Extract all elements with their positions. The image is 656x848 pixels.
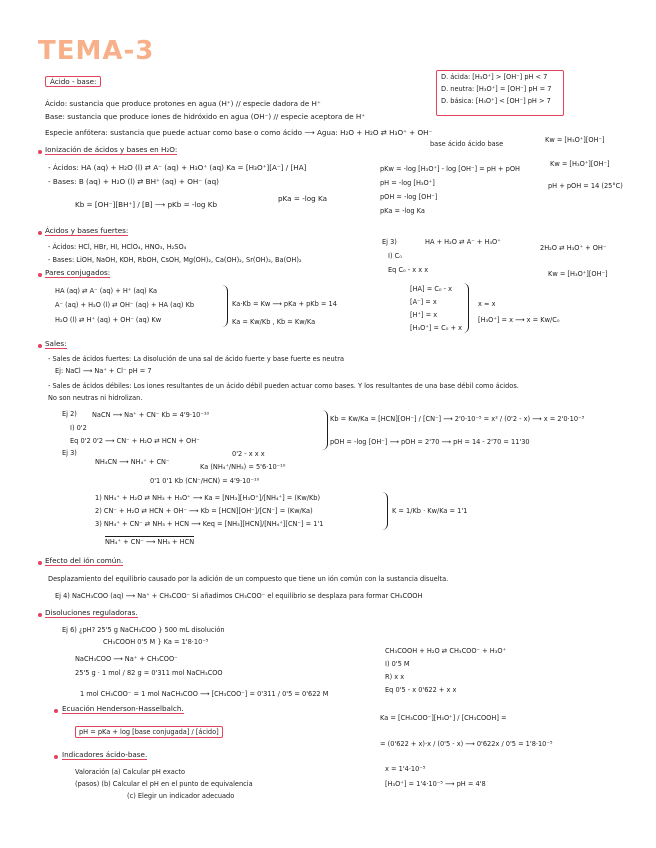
acido-base-heading: Ácido - base: bbox=[45, 76, 101, 87]
reaccion-sum: NH₄⁺ + CN⁻ ⟶ NH₃ + HCN bbox=[105, 538, 195, 546]
ej2-line-4: 0'2 - x x x bbox=[232, 450, 265, 458]
reg-line-3: NaCH₃COO ⟶ Na⁺ + CH₃COO⁻ bbox=[75, 655, 178, 663]
ej2-right-1: Kb = Kw/Ka = [HCN][OH⁻] / [CN⁻] ⟶ 2'0·10⁻⁵ = x² / (0'2 - x) ⟶ x = 2'0·10⁻³ bbox=[330, 415, 585, 423]
ionizacion-acidos: - Ácidos: HA (aq) + H₂O (l) ⇄ A⁻ (aq) + H₃O⁺ (aq) Ka = [H₃O⁺][A⁻] / [HA] bbox=[48, 163, 307, 172]
conj-right-1: Ka·Kb = Kw ⟶ pKa + pKb = 14 bbox=[232, 300, 337, 308]
fuertes-heading: Ácidos y bases fuertes: bbox=[45, 226, 129, 235]
sales-debiles: - Sales de ácidos débiles: Los iones resultantes de un ácido débil pueden actuar como bases. Y los resultantes de una base débil como ácidos. bbox=[48, 382, 519, 390]
acido-definition: Ácido: sustancia que produce protones en agua (H⁺) // especie dadora de H⁺ bbox=[45, 99, 321, 108]
ej3-line-3: Eq C₀ - x x x bbox=[388, 266, 429, 274]
ej3-label: Ej 3) bbox=[382, 238, 397, 246]
box-line-neutral: D. neutra: [H₃O⁺] = [OH⁻] pH = 7 bbox=[441, 85, 552, 93]
ej3-line-5: [A⁻] = x bbox=[410, 298, 437, 306]
henderson-equation: pH = pKa + log [base conjugada] / [ácido] bbox=[75, 726, 223, 738]
conj-line-1: HA (aq) ⇄ A⁻ (aq) + H⁺ (aq) Ka bbox=[55, 287, 158, 295]
conjugados-heading: Pares conjugados: bbox=[45, 268, 111, 277]
sales-ej: Ej: NaCl ⟶ Na⁺ + Cl⁻ pH = 7 bbox=[55, 367, 152, 375]
ej3-kw: Kw = [H₃O⁺][OH⁻] bbox=[548, 270, 608, 278]
reg-line-5: 1 mol CH₃COO⁻ = 1 mol NaCH₃COO ⟶ [CH₃COO⁻] = 0'311 / 0'5 = 0'622 M bbox=[80, 690, 329, 698]
ej3b-line-2: Ka (NH₄⁺/NH₃) = 5'6·10⁻¹⁰ bbox=[200, 463, 286, 471]
pka-line: pKa = -log Ka bbox=[278, 194, 327, 203]
ej2-line-3: Eq 0'2 0'2 ⟶ CN⁻ + H₂O ⇄ HCN + OH⁻ bbox=[70, 437, 200, 445]
anfotera-sublabels: base ácido ácido base bbox=[430, 140, 504, 148]
ionizacion-heading: Ionización de ácidos y bases en H₂O: bbox=[45, 145, 178, 154]
ind-line-2: (pasos) (b) Calcular el pH en el punto de equivalencia bbox=[75, 780, 253, 788]
reg-line-2: CH₃COOH 0'5 M } Ka = 1'8·10⁻⁵ bbox=[103, 638, 209, 646]
efecto-text: Desplazamiento del equilibrio causado por la adición de un compuesto que tiene un ión común con la sustancia disuelta. bbox=[48, 575, 449, 583]
reguladoras-heading: Disoluciones reguladoras. bbox=[45, 608, 138, 617]
kb-line: Kb = [OH⁻][BH⁺] / [B] ⟶ pKb = -log Kb bbox=[75, 200, 218, 209]
efecto-ej: Ej 4) NaCH₃COO (aq) ⟶ Na⁺ + CH₃COO⁻ Si añadimos CH₃COO⁻ el equilibrio se desplaza para formar CH₃COOH bbox=[55, 592, 423, 600]
ej2-label: Ej 2) bbox=[62, 410, 77, 418]
sales-debiles-2: No son neutras ni hidrolizan. bbox=[48, 394, 143, 402]
ej3-line-2: I) C₀ bbox=[388, 252, 402, 260]
ph-def-3: pOH = -log [OH⁻] bbox=[380, 193, 438, 201]
sales-fuertes: - Sales de ácidos fuertes: La disolución de una sal de ácido fuerte y base fuerte es neutra bbox=[48, 355, 344, 363]
ej3-approx: x ≈ x bbox=[478, 300, 496, 308]
reaccion-3: 3) NH₄⁺ + CN⁻ ⇄ NH₃ + HCN ⟶ Keq = [NH₃][HCN]/[NH₄⁺][CN⁻] = 1'1 bbox=[95, 520, 324, 528]
ph-conditions-box bbox=[436, 70, 564, 116]
kw-note: Kw = [H₃O⁺][OH⁻] bbox=[550, 160, 610, 168]
henderson-heading: Ecuación Henderson-Hasselbalch. bbox=[62, 704, 184, 713]
fuertes-acidos: - Ácidos: HCl, HBr, HI, HClO₄, HNO₃, H₂SO₄ bbox=[48, 243, 187, 251]
page-title: TEMA-3 bbox=[38, 36, 155, 66]
ej3-result: [H₃O⁺] = x ⟶ x = Kw/C₀ bbox=[478, 316, 560, 324]
ej3-line-7: [H₃O⁺] = C₀ + x bbox=[410, 324, 462, 332]
kw-formula: Kw = [H₃O⁺][OH⁻] bbox=[545, 136, 605, 144]
sales-heading: Sales: bbox=[45, 339, 67, 348]
anfotera-definition: Especie anfótera: sustancia que puede actuar como base o como ácido ⟶ Agua: H₂O + H₂O ⇄ H₃O⁺ + OH⁻ bbox=[45, 128, 433, 137]
ej2-right-2: pOH = -log [OH⁻] ⟶ pOH = 2'70 ⟶ pH = 14 - 2'70 = 11'30 bbox=[330, 438, 530, 446]
ph-def-2: pH = -log [H₃O⁺] bbox=[380, 179, 435, 187]
base-definition: Base: sustancia que produce iones de hidróxido en agua (OH⁻) // especie aceptora de H⁺ bbox=[45, 112, 366, 121]
ph-def-1: pKw = -log [H₃O⁺] - log [OH⁻] = pH + pOH bbox=[380, 165, 520, 173]
reaccion-1: 1) NH₄⁺ + H₂O ⇄ NH₃ + H₃O⁺ ⟶ Ka = [NH₃][H₃O⁺]/[NH₄⁺] = (Kw/Kb) bbox=[95, 494, 321, 502]
ind-line-3: (c) Elegir un indicador adecuado bbox=[127, 792, 235, 800]
ej3b-line-3: 0'1 0'1 Kb (CN⁻/HCN) = 4'9·10⁻¹⁰ bbox=[150, 477, 260, 485]
ionizacion-bases: - Bases: B (aq) + H₂O (l) ⇄ BH⁺ (aq) + OH⁻ (aq) bbox=[48, 177, 219, 186]
conj-right-2: Ka = Kw/Kb , Kb = Kw/Ka bbox=[232, 318, 316, 326]
reg-line-4: 25'5 g · 1 mol / 82 g = 0'311 mol NaCH₃COO bbox=[75, 669, 223, 677]
ej3-water: 2H₂O ⇄ H₃O⁺ + OH⁻ bbox=[540, 244, 607, 252]
ka-eq-2: = (0'622 + x)·x / (0'5 - x) ⟶ 0'622x / 0'5 = 1'8·10⁻⁵ bbox=[380, 740, 553, 748]
reaccion-k: K = 1/Kb · Kw/Ka = 1'1 bbox=[392, 507, 468, 515]
ej2-line-2: I) 0'2 bbox=[70, 424, 87, 432]
ej3-line-1: HA + H₂O ⇄ A⁻ + H₃O⁺ bbox=[425, 238, 501, 246]
ph-poh-sum: pH + pOH = 14 (25°C) bbox=[548, 182, 623, 190]
reg-right-4: Eq 0'5 - x 0'622 + x x bbox=[385, 686, 457, 694]
ph-def-4: pKa = -log Ka bbox=[380, 207, 425, 215]
reg-right-1: CH₃COOH + H₂O ⇄ CH₃COO⁻ + H₃O⁺ bbox=[385, 647, 507, 655]
reg-right-2: I) 0'5 M bbox=[385, 660, 410, 668]
ej3b-label: Ej 3) bbox=[62, 449, 77, 457]
ka-eq: Ka = [CH₃COO⁻][H₃O⁺] / [CH₃COOH] = bbox=[380, 714, 507, 722]
efecto-heading: Efecto del ión común. bbox=[45, 556, 124, 565]
ind-line-1: Valoración (a) Calcular pH exacto bbox=[75, 768, 186, 776]
fuertes-bases: - Bases: LiOH, NaOH, KOH, RbOH, CsOH, Mg(OH)₂, Ca(OH)₂, Sr(OH)₂, Ba(OH)₂ bbox=[48, 256, 302, 264]
conj-line-2: A⁻ (aq) + H₂O (l) ⇄ OH⁻ (aq) + HA (aq) Kb bbox=[55, 301, 195, 309]
ej3b-line-1: NH₄CN ⟶ NH₄⁺ + CN⁻ bbox=[95, 458, 170, 466]
box-line-acid: D. ácida: [H₃O⁺] > [OH⁻] pH < 7 bbox=[441, 73, 548, 81]
ka-eq-3: x = 1'4·10⁻⁵ bbox=[385, 765, 426, 773]
indicadores-heading: Indicadores ácido-base. bbox=[62, 750, 148, 759]
box-line-basic: D. básica: [H₃O⁺] < [OH⁻] pH > 7 bbox=[441, 97, 551, 105]
reg-right-3: R) x x bbox=[385, 673, 405, 681]
reg-line-1: Ej 6) ¿pH? 25'5 g NaCH₃COO } 500 mL disolución bbox=[62, 626, 225, 634]
ej3-line-6: [H⁺] = x bbox=[410, 311, 438, 319]
conj-line-3: H₂O (l) ⇄ H⁺ (aq) + OH⁻ (aq) Kw bbox=[55, 316, 162, 324]
ka-eq-4: [H₃O⁺] = 1'4·10⁻⁵ ⟶ pH = 4'8 bbox=[385, 780, 486, 788]
ej2-line-1: NaCN ⟶ Na⁺ + CN⁻ Kb = 4'9·10⁻¹⁰ bbox=[92, 411, 210, 419]
reaccion-2: 2) CN⁻ + H₂O ⇄ HCN + OH⁻ ⟶ Kb = [HCN][OH⁻]/[CN⁻] = (Kw/Ka) bbox=[95, 507, 313, 515]
ej3-line-4: [HA] = C₀ - x bbox=[410, 285, 453, 293]
